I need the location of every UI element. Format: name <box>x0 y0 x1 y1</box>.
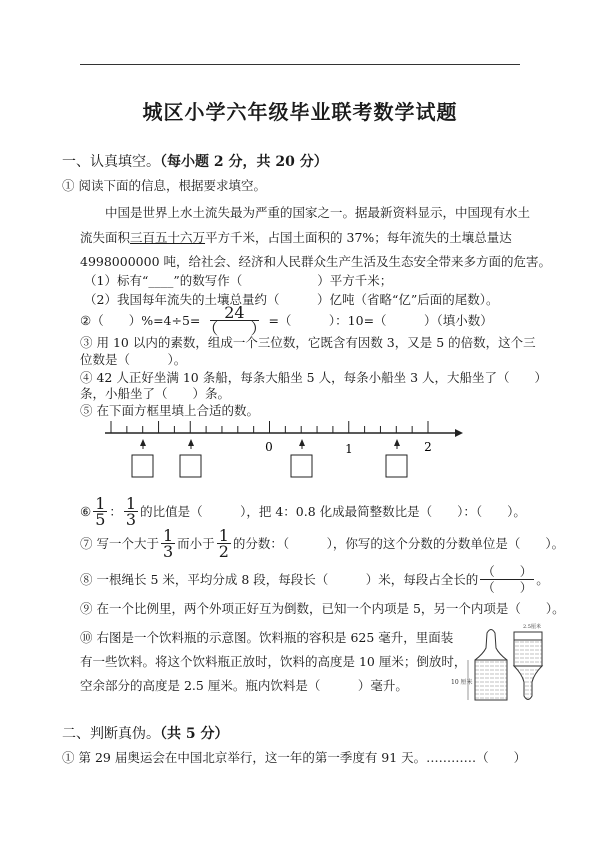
tick-label-2: 2 <box>424 440 432 454</box>
section-1-heading <box>62 154 328 170</box>
q1-passage-3: 4998000000 吨，给社会、经济和人民群众生产生活及生态安全带来多方面的危害。 <box>80 254 552 269</box>
q2-text: ②（ ）%=4÷5= <box>80 312 201 328</box>
fraction-1-3 <box>161 528 175 559</box>
inverted-bottle <box>514 623 542 700</box>
height-label-2-5: 2.5厘米 <box>523 624 541 630</box>
answer-box <box>132 455 153 477</box>
q1-passage-2 <box>80 230 512 246</box>
denominator: （ ） <box>202 319 267 338</box>
section-title: 二、判断真伪。 <box>62 726 160 742</box>
fraction-1-2 <box>217 528 231 559</box>
answer-box <box>180 455 201 477</box>
tick-label-0: 0 <box>265 440 273 454</box>
q6-text: 的比值是（ ），把 4：0.8 化成最简整数比是（ ）：（ ）。 <box>140 503 526 519</box>
q2-fraction <box>202 305 266 336</box>
denominator: 3 <box>162 542 174 561</box>
numerator: （ ） <box>482 564 533 579</box>
section-2-heading <box>62 726 229 742</box>
ratio-colon: ： <box>109 503 122 519</box>
q8-end: 。 <box>536 571 549 587</box>
q8-fraction-blank <box>480 564 534 595</box>
answer-box <box>386 455 407 477</box>
q2-text-2: =（ ）：10=（ ）（填小数） <box>268 312 493 328</box>
q1-label: ① 阅读下面的信息，根据要求填空。 <box>62 178 266 193</box>
text: 平方千米，占国土面积的 37%；每年流失的土壤总量达 <box>205 230 512 245</box>
header-rule <box>80 64 520 65</box>
section-points: （共 5 分） <box>160 726 229 742</box>
answer-box <box>291 455 312 477</box>
q4-line-2: 条，小船坐了（ ）条。 <box>80 386 231 401</box>
numerator: 1 <box>95 494 106 513</box>
upright-bottle <box>451 630 507 701</box>
q10-line-2: 有一些饮料。将这个饮料瓶正放时，饮料的高度是 10 厘米；倒放时， <box>80 654 467 669</box>
q10-line-3: 空余部分的高度是 2.5 厘米。瓶内饮料是（ ）毫升。 <box>80 678 408 693</box>
fraction-1-3 <box>124 496 138 527</box>
denominator: （ ） <box>482 580 533 595</box>
q8 <box>80 564 549 595</box>
q2 <box>80 305 493 336</box>
q10-line-1: ⑩ 右图是一个饮料瓶的示意图。饮料瓶的容积是 625 毫升，里面装 <box>80 630 454 645</box>
fraction-1-5 <box>93 496 107 527</box>
q3-line-2: 位数是（ ）。 <box>80 352 187 367</box>
q7-text: ⑦ 写一个大于 <box>80 535 159 551</box>
q7-text-3: 的分数：（ ），你写的这个分数的分数单位是（ ）。 <box>232 535 565 551</box>
q3-line-1: ③ 用 10 以内的素数，组成一个三位数，它既含有因数 3，又是 5 的倍数，这个三 <box>80 335 536 350</box>
underlined-number: 三百五十六万 <box>130 230 206 245</box>
q4-line-1: ④ 42 人正好坐满 10 条船，每条大船坐 5 人，每条小船坐 3 人，大船坐了（ ） <box>80 370 548 385</box>
q1-passage-1: 中国是世界上水土流失最为严重的国家之一。据最新资料显示，中国现有水土 <box>105 205 531 220</box>
bottle-figure <box>435 620 545 710</box>
numerator: 1 <box>218 526 229 545</box>
tick-label-1: 1 <box>345 442 353 456</box>
numerator: 24 <box>210 305 258 321</box>
section-title: 一、认真填空。 <box>62 154 160 170</box>
denominator: 3 <box>125 510 137 529</box>
q7-text-2: 而小于 <box>177 535 215 551</box>
text: 流失面积 <box>80 230 131 245</box>
height-label-10: 10 厘米 <box>451 679 473 686</box>
q9: ⑨ 在一个比例里，两个外项正好互为倒数，已知一个内项是 5，另一个内项是（ ）。 <box>80 601 565 616</box>
page-title: 城区小学六年级毕业联考数学试题 <box>142 100 458 124</box>
denominator: 5 <box>95 510 106 529</box>
q7 <box>80 528 564 559</box>
q6-number: ⑥ <box>80 503 92 519</box>
q1-sub-2: （2）我国每年流失的土壤总量约（ ）亿吨（省略“亿”后面的尾数）。 <box>84 292 499 307</box>
axis-arrow-icon <box>455 429 463 437</box>
q1-sub-1: （1）标有“____”的数写作（ ）平方千米； <box>84 273 393 288</box>
q8-text: ⑧ 一根绳长 5 米，平均分成 8 段，每段长（ ）米，每段占全长的 <box>80 571 479 587</box>
numerator: 1 <box>125 494 137 513</box>
denominator: 2 <box>218 542 229 561</box>
number-line <box>0 415 600 485</box>
q6 <box>80 496 526 527</box>
q5-label: ⑤ 在下面方框里填上合适的数。 <box>80 403 259 418</box>
section-points: （每小题 2 分，共 20 分） <box>160 154 328 170</box>
numerator: 1 <box>162 526 174 545</box>
s2-q1: ① 第 29 届奥运会在中国北京举行，这一年的第一季度有 91 天。…………（ ） <box>62 750 527 765</box>
